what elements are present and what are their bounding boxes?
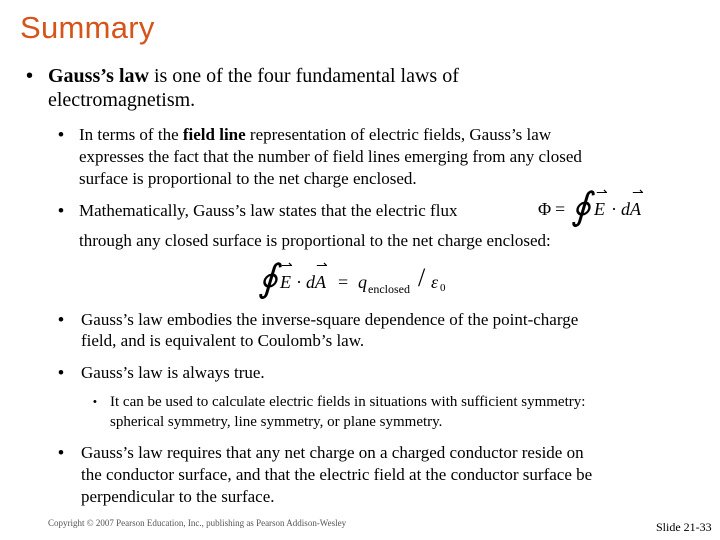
flux-symbol: Φ	[538, 199, 552, 219]
sub3-line1: Gauss’s law embodies the inverse-square dependence of the point-charge	[81, 310, 579, 329]
bullet-marker: •	[58, 363, 64, 382]
flux-equation	[538, 188, 648, 226]
dot-operator: ·	[611, 199, 617, 219]
vector-arrow-icon: ⇀	[281, 259, 293, 274]
bullet-marker: •	[58, 125, 64, 144]
bullet-marker: •	[93, 396, 97, 408]
sub1-prefix: In terms of the	[79, 125, 183, 144]
enclosed-subscript: enclosed	[368, 282, 410, 296]
sub1-line2: expresses the fact that the number of field lines emerging from any closed	[79, 147, 582, 166]
e-vector: E	[280, 272, 291, 292]
e-vector: E	[594, 199, 605, 219]
charge-symbol: q	[358, 272, 367, 292]
sub5-line3: perpendicular to the surface.	[81, 487, 275, 506]
epsilon-subscript: 0	[440, 282, 446, 294]
copyright-footer: Copyright © 2007 Pearson Education, Inc., publishing as Pearson Addison-Wesley	[48, 518, 347, 528]
sub5-line1: Gauss’s law requires that any net charge on a charged conductor reside on	[81, 443, 584, 462]
equals-sign: =	[338, 272, 349, 292]
da-vector: dA	[306, 272, 326, 292]
main-bullet-line1	[48, 64, 459, 88]
field-line-bold: field line	[182, 125, 246, 144]
sub3-line2: field, and is equivalent to Coulomb’s law.	[81, 331, 365, 350]
closed-integral-icon: ∮	[571, 186, 591, 228]
closed-integral-icon: ∮	[258, 258, 278, 300]
sub2-line2: through any closed surface is proportional to the net charge enclosed:	[79, 231, 551, 250]
dot-operator: ·	[296, 272, 302, 292]
bullet-marker: •	[58, 443, 64, 462]
slide-number: Slide 21-33	[656, 520, 712, 534]
vector-arrow-icon: ⇀	[316, 259, 328, 274]
sub2-line1: Mathematically, Gauss’s law states that the electric flux	[79, 201, 458, 220]
vector-arrow-icon: ⇀	[632, 186, 644, 201]
sub4a-line1: It can be used to calculate electric fields in situations with sufficient symmetry:	[110, 394, 586, 410]
sub5-line2: the conductor surface, and that the electric field at the conductor surface be	[81, 465, 593, 484]
vector-arrow-icon: ⇀	[596, 186, 608, 201]
page-title: Summary	[20, 10, 155, 45]
epsilon-symbol: ε	[431, 272, 439, 292]
sub4a-line2: spherical symmetry, line symmetry, or plane symmetry.	[110, 414, 443, 430]
main-bullet-text: is one of the four fundamental laws of	[148, 65, 459, 87]
bullet-marker: •	[26, 65, 34, 87]
sub1-line1	[79, 124, 551, 146]
main-bullet-line2: electromagnetism.	[48, 89, 196, 111]
sub1-line3: surface is proportional to the net charge enclosed.	[79, 169, 417, 188]
gauss-law-bold: Gauss’s law	[48, 65, 149, 87]
equals-sign: =	[555, 199, 566, 219]
gauss-equation	[258, 258, 458, 300]
bullet-marker: •	[58, 201, 64, 220]
division-slash: /	[418, 263, 426, 292]
da-vector: dA	[621, 199, 641, 219]
sub1-suffix: representation of electric fields, Gauss’s law	[245, 125, 552, 144]
bullet-marker: •	[58, 310, 64, 329]
sub4-line1: Gauss’s law is always true.	[81, 363, 265, 382]
